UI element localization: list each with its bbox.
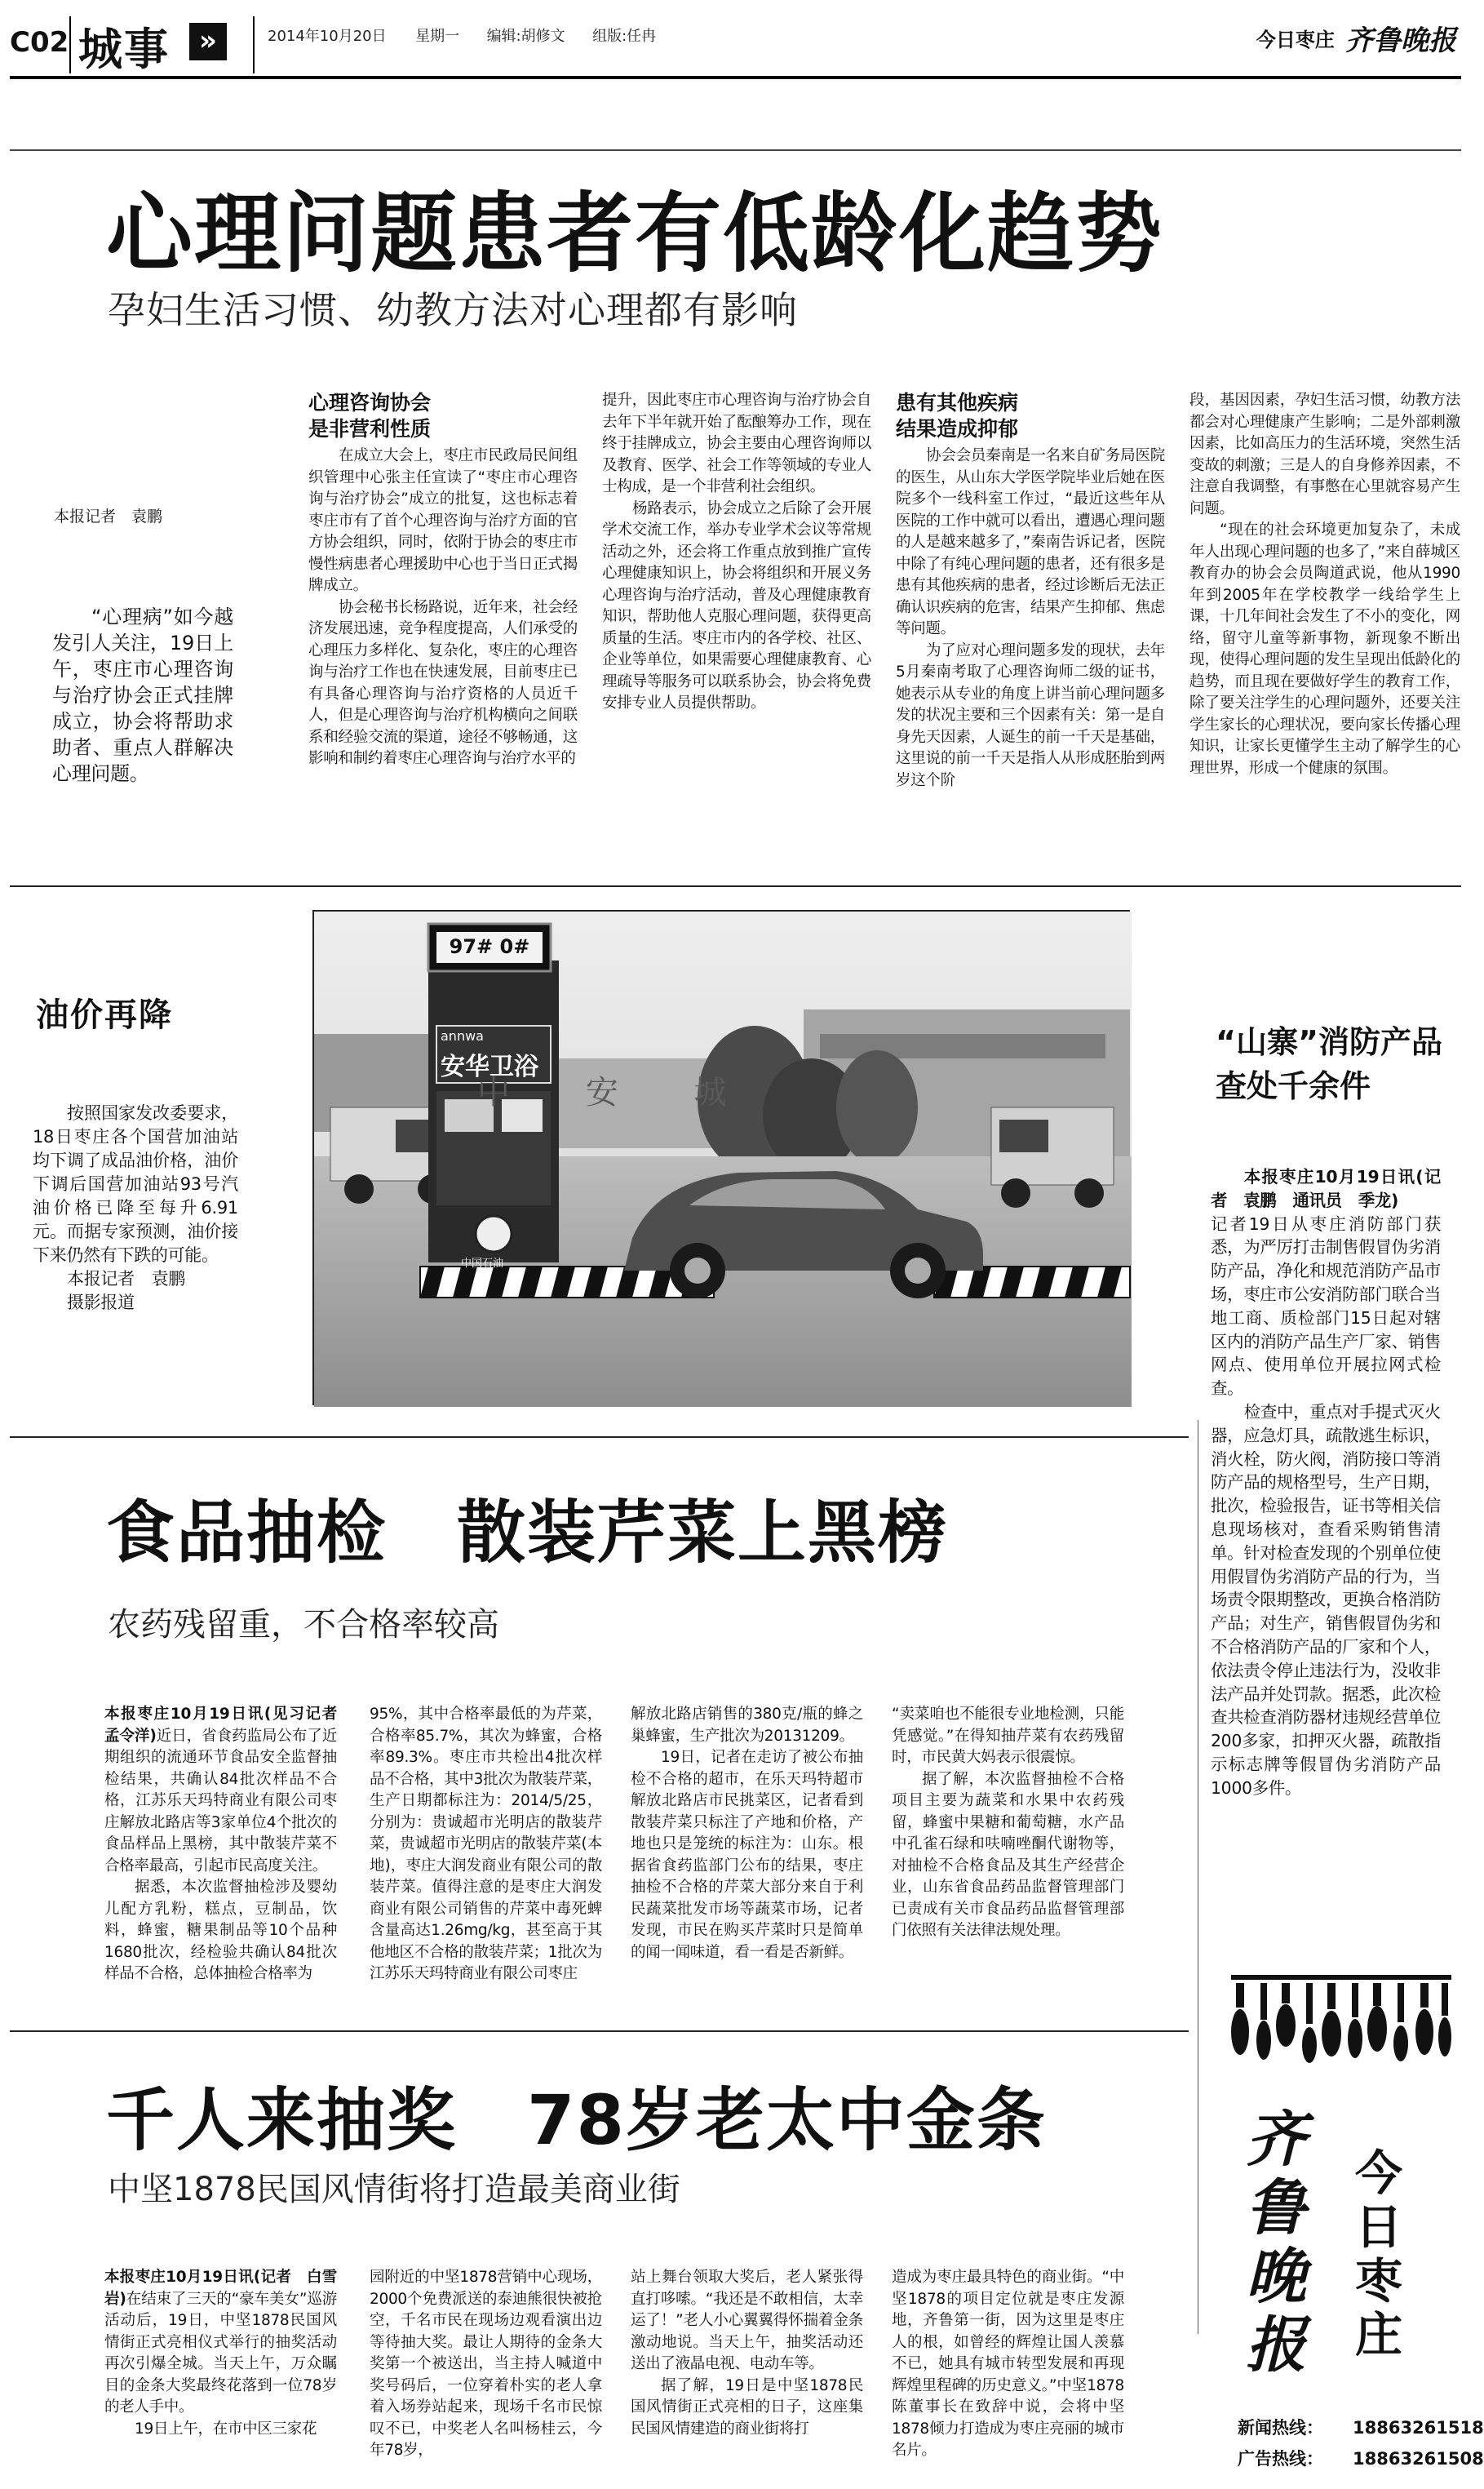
ad-hotline-number: 18863261508	[1353, 2449, 1484, 2469]
lead-column-2: 提升，因此枣庄市心理咨询与治疗协会自去年下半年就开始了酝酿筹办工作，现在终于挂牌成立，协会主要由心理咨询师以及教育、医学、社会工作等领域的专业人士构成，是一个非营利社会组织。 杨路表示，协会成立之后除了会开展学术交流工作，举办专业学术会议等常规活动之外，还会将工作重点放到推广宣传心理健康知识上，协会将组织和开展义务心理咨询与治疗活动，普及心理健康教育知识，帮助他人克服心理问题，获得更高质量的生活。枣庄市内的各学校、社区、企业等单位，如果需要心理健康教育、心理疏导等服务可以联系协会，协会将免费安排专业人员提供帮助。	[602, 392, 871, 712]
lottery-subheadline: 中坚1878民国风情街将打造最美商业街	[108, 2171, 680, 2208]
food-column-2: 95%，其中合格率最低的为芹菜，合格率85.7%，其次为蜂蜜，合格率89.3%。枣庄市共检出4批次样品不合格，其中3批次为散装芹菜，生产日期都标注为：2014/5/25，分别为：贵诚超市光明店的散装芹菜，贵诚超市光明店的散装芹菜(本地)，枣庄大润发商业有限公司的散装芹菜。值得注意的是枣庄大润发商业有限公司销售的芹菜中毒死蜱含量高达1.26mg/kg，甚至高于其他地区不合格的散装芹菜；1批次为江苏乐天玛特商业有限公司枣庄	[370, 1706, 602, 1982]
section-name: 城事	[78, 24, 170, 75]
lead-headline: 心理问题患者有低龄化趋势	[106, 184, 1163, 284]
lottery-headline: 千人来抽奖 78岁老太中金条	[106, 2080, 1047, 2160]
paper-name: 齐鲁晚报	[1345, 24, 1456, 57]
photo-station-label: 中国石油	[461, 1258, 504, 1270]
lead-byline: 本报记者 袁鹏	[54, 508, 163, 526]
photo-illustration	[314, 912, 1132, 1407]
ad-hotline-label: 广告热线：	[1238, 2449, 1323, 2469]
ad-hotlines	[1238, 2412, 1484, 2474]
lead-subhead-1: 心理咨询协会 是非营利性质	[308, 391, 432, 441]
photo-wall-text: 中 安 城	[477, 1074, 760, 1111]
news-hotline-number: 18863261518	[1353, 2418, 1484, 2438]
ad-box	[1228, 1975, 1484, 2469]
food-headline: 食品抽检 散装芹菜上黑榜	[106, 1493, 949, 1573]
fire-body: 本报枣庄10月19日讯(记者 袁鹏 通讯员 季龙) 记者19日从枣庄消防部门获悉，为严厉打击制售假冒伪劣消防产品，净化和规范消防产品市场，枣庄市公安消防部门联合当地工商、质检部门15日起对辖区内的消防产品生产厂家、销售网点、使用单位开展拉网式检查。 检查中，重点对手提式灭火器，应急灯具，疏散逃生标识，消火栓，防火阀，消防接口等消防产品的规格型号，生产日期，批次，检验报告，证书等相关信息现场核对，查看采购销售清单。针对检查发现的个别单位使用假冒伪劣消防产品的行为，当场责令限期整改，更换合格消防产品；对生产，销售假冒伪劣和不合格消防产品的厂家和个人，依法责令停止违法行为，没收非法产品并处罚款。据悉，此次检查共检查消防器材违规经营单位200多家，扣押灭火器，疏散指示标志牌等假冒伪劣消防产品1000多件。	[1211, 1167, 1441, 1798]
issue-info	[268, 24, 656, 46]
lead-intro: “心理病”如今越发引人关注，19日上午，枣庄市心理咨询与治疗协会正式挂牌成立，协会将帮助求助者、重点人群解决心理问题。	[52, 606, 233, 785]
lottery-column-3: 站上舞台领取大奖后，老人紧张得直打哆嗦。“我还是不敢相信，太幸运了！”老人小心翼翼得怀揣着金条激动地说。当天上午，抽奖活动还送出了液晶电视、电动车等。 据了解，19日是中坚1878民国风情街正式亮相的日子，这座集民国风情建造的商业街将打	[631, 2269, 863, 2438]
page-code: C02	[10, 26, 69, 59]
issue-editor: 编辑:胡修文	[486, 28, 565, 45]
food-column-4: “卖菜咱也不能很专业地检测，只能凭感觉。”在得知抽芹菜有农药残留时，市民黄大妈表示很震惊。 据了解，本次监督抽检不合格项目主要为蔬菜和水果中农药残留，蜂蜜中果糖和葡萄糖，水产品中孔雀石绿和呋喃唑酮代谢物等，对抽检不合格食品及其生产经营企业，山东省食品药品监督管理部门已责成有关市食品药品监督管理部门依照有关法律法规处理。	[892, 1706, 1124, 1939]
issue-layout: 组版:任冉	[592, 28, 657, 45]
lead-column-1: 心理咨询协会 是非营利性质 在成立大会上，枣庄市民政局民间组织管理中心张主任宣读了“枣庄市心理咨询与治疗协会”成立的批复，这也标志着枣庄市有了首个心理咨询与治疗方面的官方协会组织，同时，依附于协会的枣庄市慢性病患者心理援助中心也于当日正式揭牌成立。 协会秘书长杨路说，近年来，社会经济发展迅速，竞争程度提高，人们承受的心理压力多样化、复杂化，枣庄的心理咨询与治疗工作也在快速发展，目前枣庄已有具备心理咨询与治疗资格的人员近千人，但是心理咨询与治疗机构横向之间联系和经验交流的渠道，途径不够畅通，这影响和制约着枣庄心理咨询与治疗水平的	[308, 391, 578, 767]
lead-column-3: 患有其他疾病 结果造成抑郁 协会会员秦南是一名来自矿务局医院的医生，从山东大学医学院毕业后她在医院多个一线科室工作过，“最近这些年从医院的工作中就可以看出，遭遇心理问题的人是越来越多了，”秦南告诉记者，医院中除了有纯心理问题的患者，还有很多是患有其他疾病的患者，经过诊断后无法正确认识疾病的危害，结果产生抑郁、焦虑等问题。 为了应对心理问题多发的现状，去年5月秦南考取了心理咨询师二级的证书，她表示从专业的角度上讲当前心理问题多发的状况主要和三个因素有关：第一是自身先天因素，人诞生的前一千天是基础，这里说的前一千天是指人从形成胚胎到两岁这个阶	[896, 391, 1165, 789]
issue-weekday: 星期一	[415, 28, 460, 45]
paper-prefix: 今日枣庄	[1256, 29, 1335, 51]
photo-price-sign: 97# 0#	[449, 935, 530, 958]
lottery-column-1: 本报枣庄10月19日讯(记者 白雪岩)在结束了三天的“豪车美女”巡游活动后，19日，中坚1878民国风情街正式亮相仪式举行的抽奖活动再次引爆全城。当天上午，万众瞩目的金条大奖最终花落到一位78岁的老人手中。 19日上午，在市中区三家花	[104, 2269, 337, 2438]
bottles-decoration-icon	[1228, 1975, 1455, 2073]
issue-date: 2014年10月20日	[268, 28, 387, 45]
fire-title: “山寨”消防产品 查处千余件	[1216, 1024, 1442, 1104]
ad-vertical-title: 今日枣庄	[1355, 2145, 1403, 2363]
food-column-3: 解放北路店销售的380克/瓶的蜂之巢蜂蜜，生产批次为20131209。 19日，记者在走访了被公布抽检不合格的超市，在乐天玛特超市解放北路店市民挑菜区，记者看到散装芹菜只标注了产地和价格，产地也只是笼统的标注为：山东。根据省食药监部门公布的结果，枣庄抽检不合格的芹菜大部分来自于利民蔬菜批发市场等蔬菜市场，记者发现，市民在购买芹菜时只是简单的闻一闻味道，看一看是否新鲜。	[631, 1706, 863, 1961]
lottery-column-4: 造成为枣庄最具特色的商业街。“中坚1878的项目定位就是枣庄发源地，齐鲁第一街，因为这里是枣庄人的根，如曾经的辉煌让国人羡慕不已，她具有城市转型发展和再现辉煌里程碑的历史意义。”中坚1878陈董事长在致辞中说，会将中坚1878倾力打造成为枣庄亮丽的城市名片。	[892, 2269, 1124, 2459]
paper-masthead	[1256, 18, 1456, 58]
food-column-1: 本报枣庄10月19日讯(见习记者 孟令洋)近日，省食药监局公布了近期组织的流通环节食品安全监督抽检结果，共确认84批次样品不合格，江苏乐天玛特商业有限公司枣庄解放北路店等3家单位4个批次的食品样品上黑榜，其中散装芹菜不合格率最高，引起市民高度关注。 据悉，本次监督抽检涉及婴幼儿配方乳粉，糕点，豆制品，饮料，蜂蜜，糖果制品等10个品种1680批次，经检验共确认84批次样品不合格，总体抽检合格率为	[104, 1706, 352, 1982]
page-header	[0, 0, 1471, 82]
lead-subhead-2: 患有其他疾病 结果造成抑郁	[896, 391, 1019, 441]
photo-canopy-en: annwa	[441, 1028, 484, 1044]
lead-subheadline: 孕妇生活习惯、幼教方法对心理都有影响	[108, 288, 798, 332]
section-arrow-icon: »	[189, 23, 227, 60]
lottery-column-2: 园附近的中坚1878营销中心现场，2000个免费派送的泰迪熊很快被抢空，千名市民在现场边观看演出边等待抽大奖。最让人期待的金条大奖第一个被送出，当主持人喊道中奖号码后，一位穿着朴实的老人拿着入场券站起来，现场千名市民惊叹不已，中奖老人名叫杨桂云，今年78岁，	[370, 2269, 602, 2459]
oil-body: 按照国家发改委要求，18日枣庄各个国营加油站均下调了成品油价格，油价下调后国营加油站93号汽油价格已降至每升6.91元。而据专家预测，油价接下来仍然有下跌的可能。 本报记者 袁鹏 摄影报道	[33, 1103, 238, 1312]
photo-canopy-cn: 安华卫浴	[441, 1053, 538, 1081]
oil-title: 油价再降	[36, 996, 173, 1034]
food-subheadline: 农药残留重，不合格率较高	[108, 1606, 499, 1644]
news-hotline-label: 新闻热线：	[1238, 2418, 1323, 2438]
lead-column-4: 段，基因因素，孕妇生活习惯，幼教方法都会对心理健康产生影响；二是外部刺激因素，比如高压力的生活环境，突然生活变故的刺激；三是人的自身修养因素，不注意自我调整，有事憋在心里就容易产生问题。 “现在的社会环境更加复杂了，未成年人出现心理问题的也多了，”来自薛城区教育办的协会会员陶道武说，他从1990年到2005年在学校教学一线给学生上课，十几年间社会发生了不小的变化，网络，留守儿童等新事物，新现象不断出现，使得心理问题的发生呈现出低龄化的趋势，而且现在要做好学生的教育工作，除了要关注学生的心理问题外，还要关注学生家长的心理状况，要向家长传播心理知识，让家长更懂学生主动了解学生的心理世界，形成一个健康的氛围。	[1189, 392, 1460, 777]
gas-station-photo	[312, 910, 1130, 1405]
ad-vertical-calligraphy: 齐鲁晚报	[1246, 2105, 1306, 2380]
